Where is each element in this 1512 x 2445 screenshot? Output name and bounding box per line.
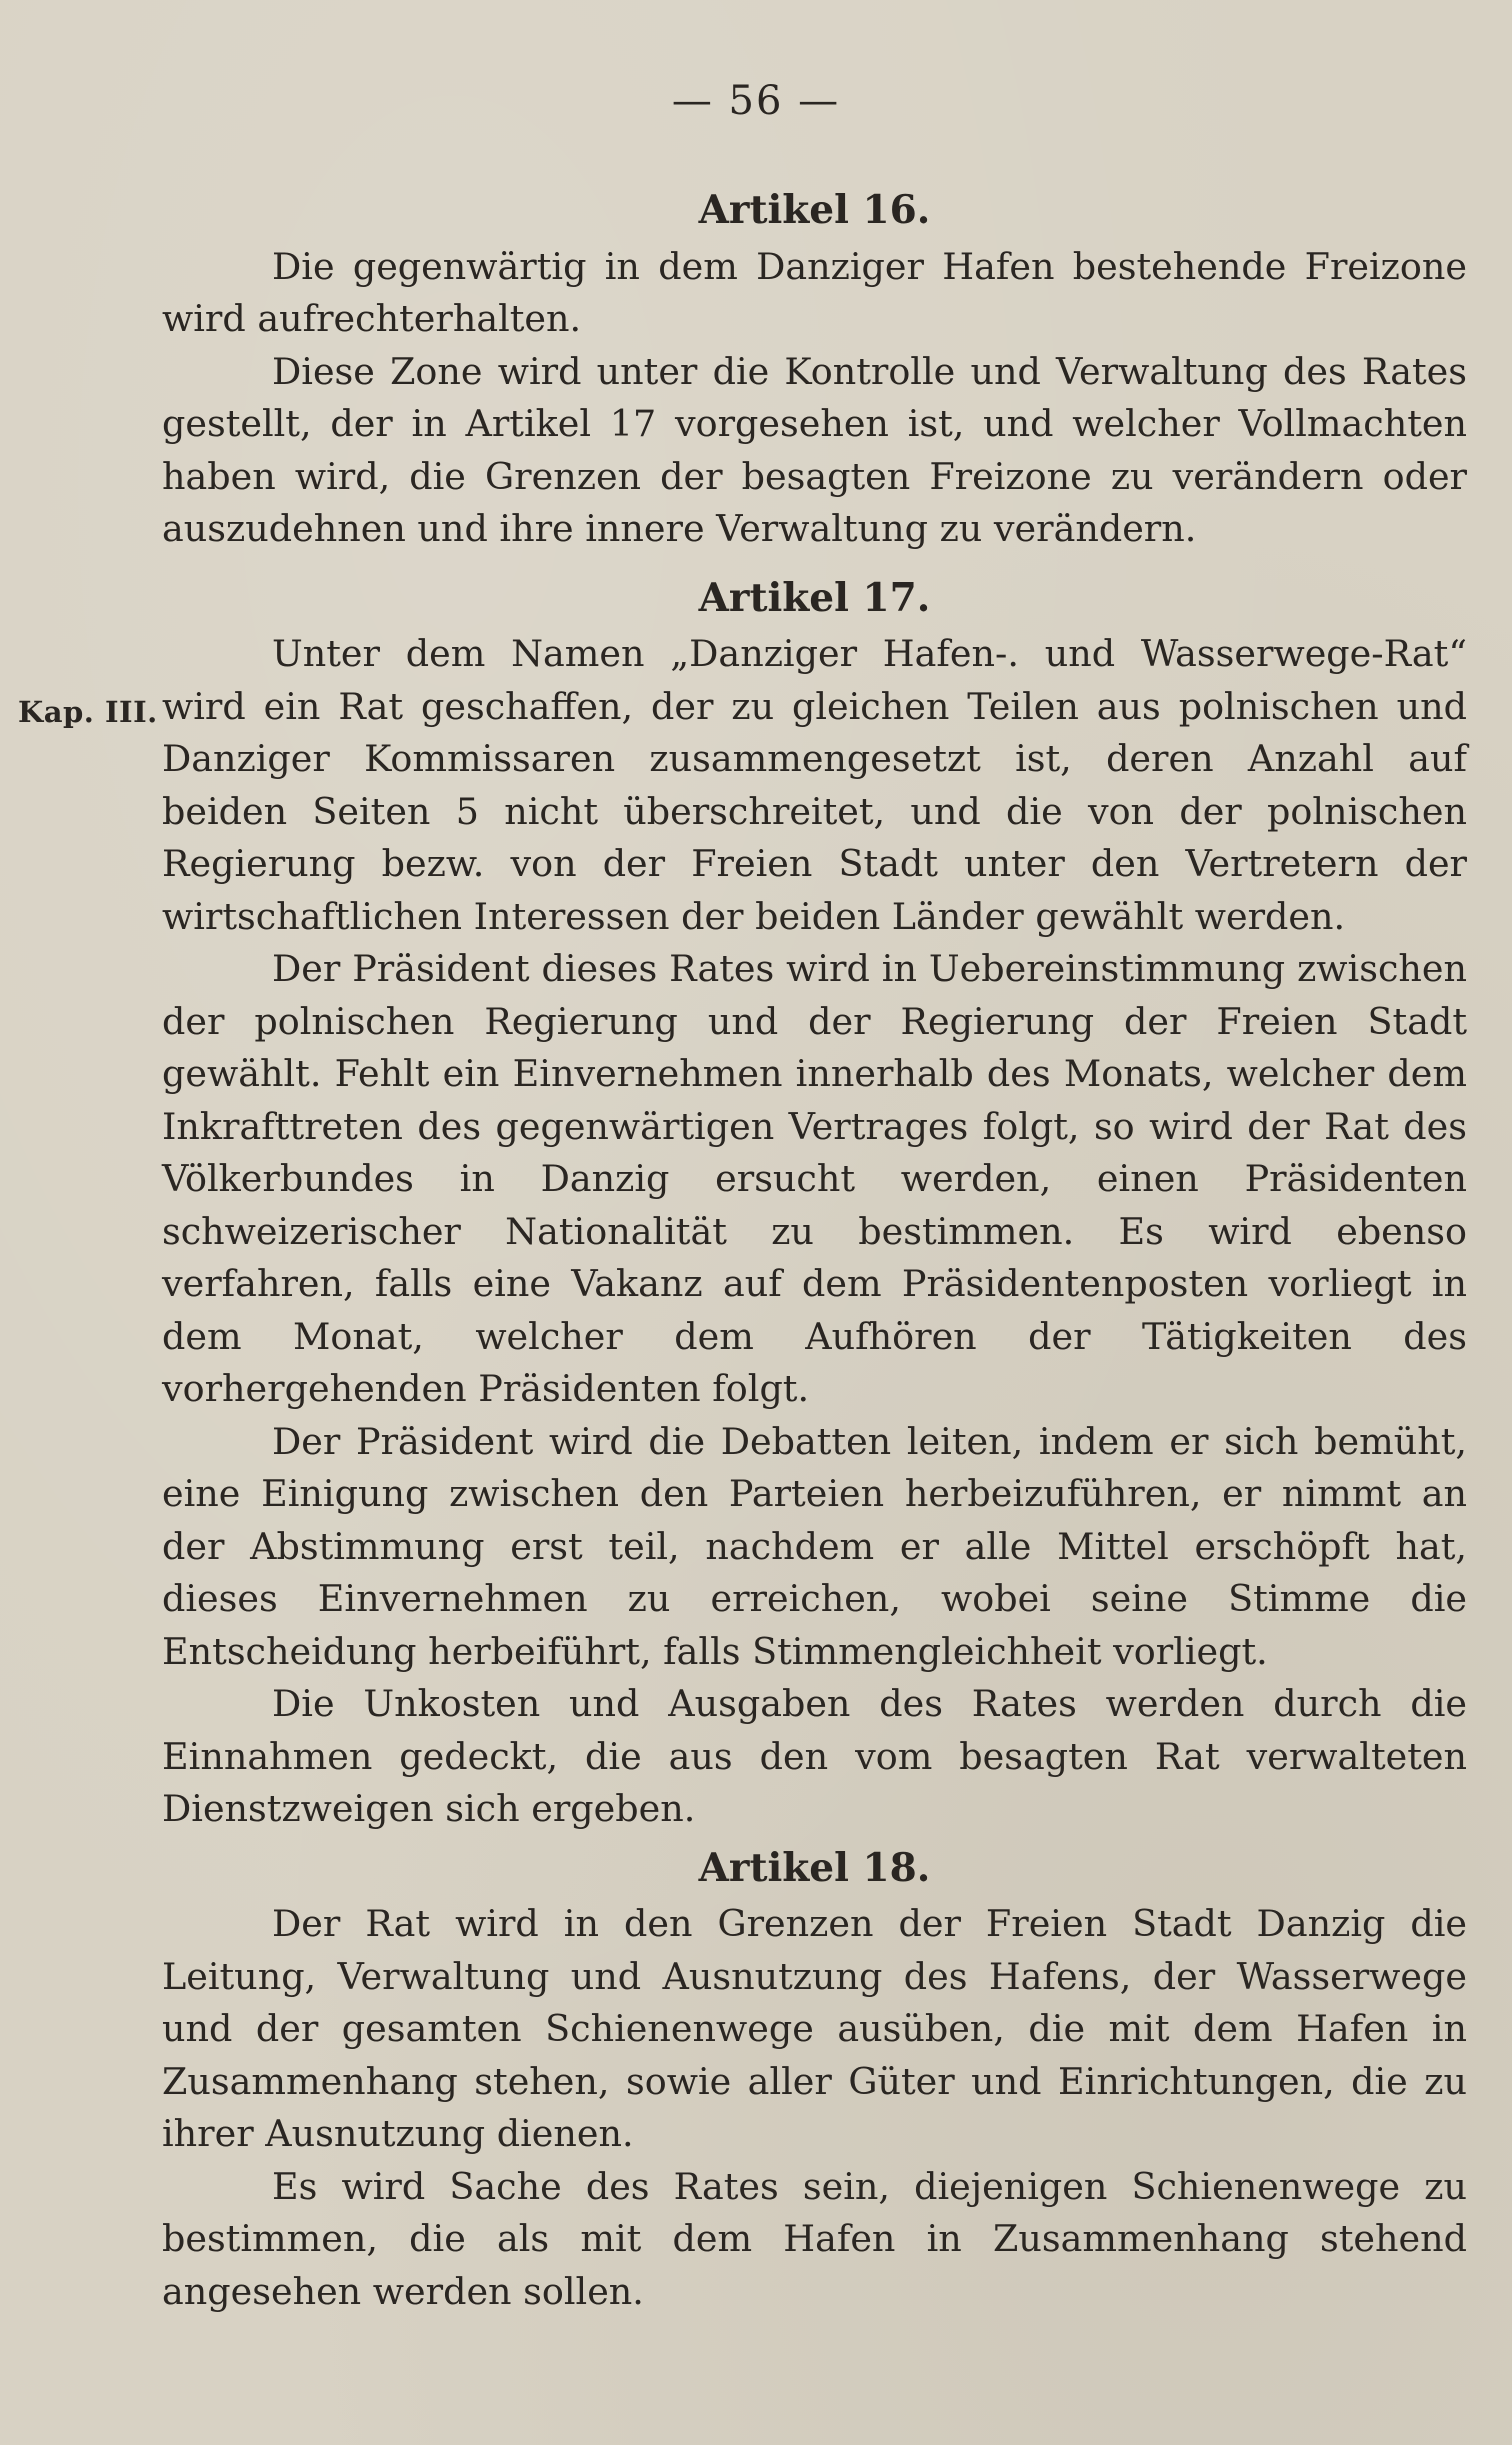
article-16-paragraph: Die gegenwärtig in dem Danziger Hafen bestehende Freizone wird aufrechterhalten. bbox=[162, 244, 1467, 340]
article-17-paragraph: Unter dem Namen „Danziger Hafen-. und Wasserwege-Rat“ wird ein Rat geschaffen, der zu gleichen Teilen aus polnischen und Danziger Kommissaren zusammengesetzt ist, deren Anzahl auf beiden Seiten 5 nicht überschreitet, und die von der polnischen Regierung bezw. von der Freien Stadt unter den Vertretern der wirtschaftlichen Interessen der beiden Länder gewählt werden. bbox=[162, 632, 1467, 938]
article-18-paragraph: Der Rat wird in den Grenzen der Freien Stadt Danzig die Leitung, Verwaltung und Ausnutzung des Hafens, der Wasserwege und der gesamten Schienenwege ausüben, die mit dem Hafen in Zusammenhang stehen, sowie aller Güter und Einrichtungen, die zu ihrer Ausnutzung dienen. bbox=[162, 1902, 1467, 2155]
page-number: — 56 — bbox=[671, 78, 841, 124]
article-17-paragraph: Die Unkosten und Ausgaben des Rates werden durch die Einnahmen gedeckt, die aus den vom besagten Rat verwalteten Dienstzweigen sich ergeben. bbox=[162, 1682, 1467, 1830]
article-17-heading: Artikel 17. bbox=[698, 574, 931, 621]
margin-note: Kap. III. bbox=[18, 695, 158, 729]
article-17-paragraph: Der Präsident dieses Rates wird in Uebereinstimmung zwischen der polnischen Regierung und der Regierung der Freien Stadt gewählt. Fehlt ein Einvernehmen innerhalb des Monats, welcher dem Inkrafttreten des gegenwärtigen Vertrages folgt, so wird der Rat des Völkerbundes in Danzig ersucht werden, einen Präsidenten schweizerischer Nationalität zu bestimmen. Es wird ebenso verfahren, falls eine Vakanz auf dem Präsidentenposten vorliegt in dem Monat, welcher dem Aufhören der Tätigkeiten des vorhergehenden Präsidenten folgt. bbox=[162, 947, 1467, 1410]
body-text bbox=[162, 178, 1467, 2318]
article-16-heading: Artikel 16. bbox=[698, 187, 931, 233]
article-17-paragraph: Der Präsident wird die Debatten leiten, indem er sich bemüht, eine Einigung zwischen den Parteien herbeizuführen, er nimmt an der Abstimmung erst teil, nachdem er alle Mittel erschöpft hat, dieses Einvernehmen zu erreichen, wobei seine Stimme die Entscheidung herbeiführt, falls Stimmengleichheit vorliegt. bbox=[162, 1419, 1467, 1673]
article-18-heading: Artikel 18. bbox=[698, 1844, 931, 1891]
article-16-paragraph: Diese Zone wird unter die Kontrolle und Verwaltung des Rates gestellt, der in Artikel 17 vorgesehen ist, und welcher Vollmachten haben wird, die Grenzen der besagten Freizone zu verändern oder auszudehnen und ihre innere Verwaltung zu verändern. bbox=[162, 349, 1467, 550]
article-18-paragraph: Es wird Sache des Rates sein, diejenigen Schienenwege zu bestimmen, die als mit dem Hafen in Zusammenhang stehend angesehen werden sollen. bbox=[162, 2164, 1467, 2313]
